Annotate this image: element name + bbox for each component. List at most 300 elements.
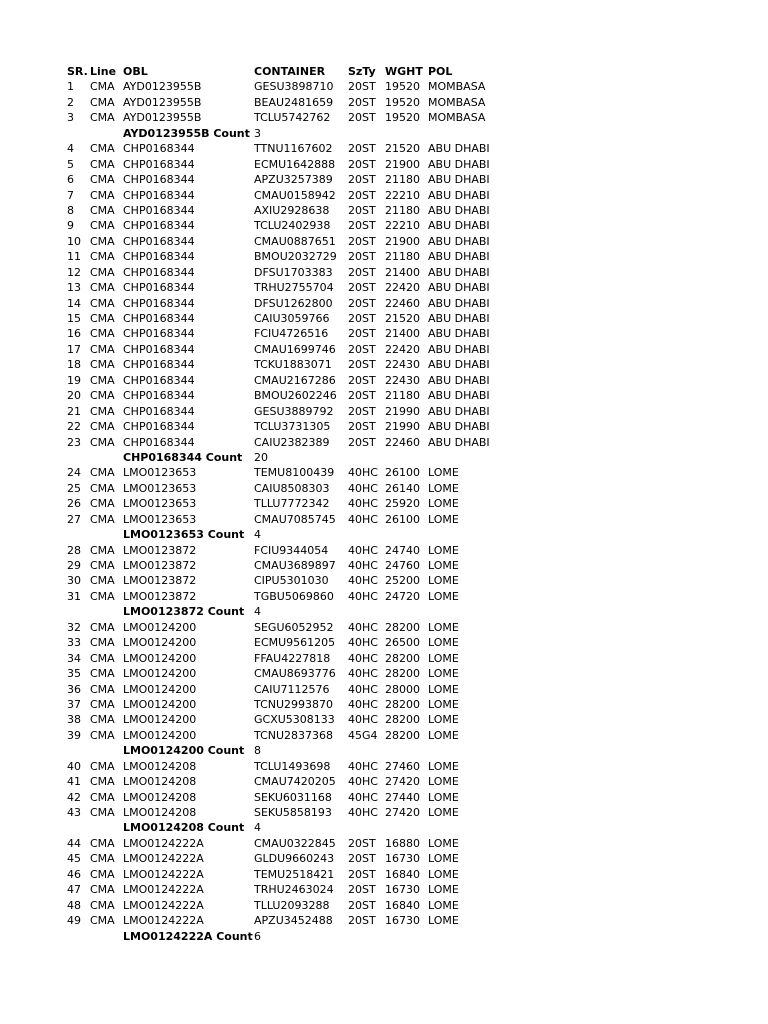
cell-szty: 20ST [348,219,376,233]
cell-sr: 24 [67,466,81,480]
cell-line: CMA [90,219,115,233]
cell-container: CMAU8693776 [254,667,336,681]
cell-container: CMAU3689897 [254,559,336,572]
cell-line: CMA [90,667,115,681]
cell-line: CMA [90,651,115,665]
cell-wght: 19520 [385,111,420,125]
cell-obl: CHP0168344 [123,358,195,372]
cell-wght: 28200 [385,667,420,681]
cell-obl: LMO0124200 [123,728,197,742]
cell-pol: LOME [428,883,459,897]
cell-line: CMA [90,867,115,881]
cell-szty: 20ST [348,327,376,341]
cell-szty: 20ST [348,342,376,356]
cell-sr: 44 [67,836,81,850]
cell-wght: 22460 [385,296,420,310]
header-szty: SzTy [348,65,376,78]
cell-wght: 21990 [385,420,420,434]
cell-wght: 28200 [385,651,420,665]
cell-container: CMAU7085745 [254,512,336,526]
cell-sr: 28 [67,543,81,557]
header-line: Line [90,65,117,78]
cell-line: CMA [90,790,115,804]
cell-szty: 40HC [348,775,378,789]
cell-wght: 16730 [385,883,420,897]
cell-sr: 6 [67,173,74,187]
cell-container: TTNU1167602 [254,142,333,156]
cell-wght: 28000 [385,682,420,696]
count-label: CHP0168344 Count [123,450,243,464]
cell-line: CMA [90,852,115,866]
cell-container: FCIU9344054 [254,543,329,557]
cell-szty: 40HC [348,543,378,557]
cell-wght: 21520 [385,312,420,325]
cell-line: CMA [90,543,115,557]
cell-obl: LMO0123653 [123,481,197,495]
cell-line: CMA [90,296,115,310]
cell-szty: 20ST [348,111,376,125]
cell-line: CMA [90,188,115,202]
cell-wght: 16840 [385,898,420,912]
cell-container: SEGU6052952 [254,620,334,634]
cell-container: TCKU1883071 [254,358,332,372]
cell-container: TCLU5742762 [254,111,331,125]
cell-container: CMAU0887651 [254,234,336,248]
cell-wght: 21900 [385,157,420,171]
cell-szty: 20ST [348,435,376,449]
cell-line: CMA [90,574,115,588]
cell-sr: 15 [67,312,81,325]
cell-obl: CHP0168344 [123,142,195,156]
cell-wght: 21180 [385,250,420,264]
cell-szty: 20ST [348,389,376,403]
cell-sr: 31 [67,589,81,603]
cell-pol: LOME [428,852,459,866]
cell-sr: 1 [67,80,74,94]
cell-container: APZU3257389 [254,173,333,187]
cell-wght: 25920 [385,497,420,511]
cell-sr: 22 [67,420,81,434]
cell-pol: LOME [428,667,459,681]
cell-szty: 20ST [348,883,376,897]
cell-line: CMA [90,883,115,897]
cell-line: CMA [90,404,115,418]
cell-obl: AYD0123955B [123,80,202,94]
cell-szty: 20ST [348,173,376,187]
cell-szty: 40HC [348,697,378,711]
cell-sr: 48 [67,898,81,912]
cell-pol: ABU DHABI [428,173,490,187]
cell-szty: 20ST [348,836,376,850]
cell-wght: 28200 [385,713,420,727]
cell-pol: ABU DHABI [428,234,490,248]
cell-wght: 21400 [385,265,420,279]
cell-wght: 27420 [385,775,420,789]
cell-wght: 22430 [385,358,420,372]
cell-szty: 40HC [348,589,378,603]
cell-pol: LOME [428,497,459,511]
cell-pol: LOME [428,651,459,665]
cell-line: CMA [90,636,115,650]
cell-container: CMAU2167286 [254,373,336,387]
cell-wght: 22430 [385,373,420,387]
cell-sr: 11 [67,250,81,264]
cell-line: CMA [90,497,115,511]
cell-line: CMA [90,713,115,727]
cell-container: TCLU2402938 [254,219,331,233]
cell-line: CMA [90,914,115,928]
cell-pol: LOME [428,559,459,572]
cell-line: CMA [90,420,115,434]
cell-obl: LMO0123653 [123,497,197,511]
cell-container: TRHU2755704 [254,281,334,295]
cell-line: CMA [90,312,115,325]
cell-sr: 43 [67,806,81,819]
cell-sr: 33 [67,636,81,650]
cell-szty: 40HC [348,497,378,511]
cell-sr: 20 [67,389,81,403]
cell-pol: ABU DHABI [428,389,490,403]
cell-pol: ABU DHABI [428,188,490,202]
cell-obl: LMO0124222A [123,867,204,881]
cell-wght: 21180 [385,173,420,187]
cell-obl: CHP0168344 [123,234,195,248]
cell-sr: 17 [67,342,81,356]
cell-szty: 45G4 [348,728,378,742]
cell-line: CMA [90,620,115,634]
count-value: 4 [254,528,261,542]
cell-pol: LOME [428,589,459,603]
cell-container: ECMU9561205 [254,636,336,650]
header-obl: OBL [123,65,148,78]
cell-container: TCLU3731305 [254,420,331,434]
cell-obl: CHP0168344 [123,219,195,233]
cell-container: BMOU2602246 [254,389,337,403]
cell-container: TLLU2093288 [254,898,330,912]
cell-obl: AYD0123955B [123,111,202,125]
cell-container: TEMU2518421 [254,867,335,881]
cell-sr: 7 [67,188,74,202]
cell-obl: CHP0168344 [123,203,195,217]
cell-container: TEMU8100439 [254,466,335,480]
cell-szty: 20ST [348,312,376,325]
cell-sr: 35 [67,667,81,681]
cell-container: GESU3889792 [254,404,334,418]
cell-szty: 20ST [348,296,376,310]
cell-line: CMA [90,281,115,295]
cell-sr: 10 [67,234,81,248]
cell-pol: LOME [428,543,459,557]
cell-line: CMA [90,327,115,341]
cell-pol: ABU DHABI [428,281,490,295]
cell-container: CAIU3059766 [254,312,330,325]
cell-pol: ABU DHABI [428,296,490,310]
cell-line: CMA [90,142,115,156]
cell-container: ECMU1642888 [254,157,336,171]
cell-sr: 47 [67,883,81,897]
cell-obl: LMO0124208 [123,806,197,819]
cell-obl: LMO0123872 [123,574,197,588]
cell-sr: 38 [67,713,81,727]
cell-line: CMA [90,559,115,572]
cell-obl: LMO0124200 [123,651,197,665]
cell-pol: LOME [428,775,459,789]
cell-pol: LOME [428,697,459,711]
cell-szty: 20ST [348,373,376,387]
cell-line: CMA [90,373,115,387]
cell-szty: 40HC [348,713,378,727]
cell-sr: 18 [67,358,81,372]
cell-container: TCNU2837368 [254,728,334,742]
cell-wght: 22460 [385,435,420,449]
cell-wght: 26500 [385,636,420,650]
cell-szty: 20ST [348,250,376,264]
cell-sr: 29 [67,559,81,572]
cell-wght: 28200 [385,728,420,742]
cell-pol: LOME [428,836,459,850]
cell-pol: ABU DHABI [428,435,490,449]
cell-wght: 16730 [385,914,420,928]
cell-line: CMA [90,697,115,711]
cell-szty: 40HC [348,512,378,526]
cell-line: CMA [90,682,115,696]
count-value: 20 [254,450,268,464]
cell-line: CMA [90,234,115,248]
cell-szty: 40HC [348,651,378,665]
cell-pol: ABU DHABI [428,373,490,387]
cell-line: CMA [90,203,115,217]
cell-szty: 20ST [348,265,376,279]
cell-szty: 20ST [348,203,376,217]
cell-pol: LOME [428,620,459,634]
cell-wght: 21900 [385,234,420,248]
count-value: 4 [254,605,261,619]
cell-pol: LOME [428,806,459,819]
cell-szty: 40HC [348,636,378,650]
cell-obl: LMO0124200 [123,682,197,696]
cell-pol: ABU DHABI [428,265,490,279]
cell-wght: 19520 [385,80,420,94]
cell-wght: 28200 [385,620,420,634]
cell-sr: 27 [67,512,81,526]
cell-obl: AYD0123955B [123,95,202,109]
cell-container: DFSU1262800 [254,296,333,310]
cell-line: CMA [90,342,115,356]
cell-sr: 12 [67,265,81,279]
cell-line: CMA [90,358,115,372]
cell-container: SEKU5858193 [254,806,332,819]
cell-szty: 20ST [348,80,376,94]
cell-szty: 20ST [348,898,376,912]
cell-wght: 22420 [385,342,420,356]
cell-pol: ABU DHABI [428,404,490,418]
cell-sr: 8 [67,203,74,217]
cell-container: TCLU1493698 [254,759,331,773]
cell-pol: ABU DHABI [428,420,490,434]
cell-obl: CHP0168344 [123,312,195,325]
cell-obl: LMO0124222A [123,898,204,912]
cell-pol: LOME [428,790,459,804]
cell-sr: 2 [67,95,74,109]
cell-sr: 40 [67,759,81,773]
cell-line: CMA [90,481,115,495]
cell-obl: LMO0124222A [123,883,204,897]
cell-container: CMAU0322845 [254,836,336,850]
cell-obl: LMO0124200 [123,713,197,727]
header-container: CONTAINER [254,65,326,78]
cell-line: CMA [90,265,115,279]
cell-pol: ABU DHABI [428,358,490,372]
cell-sr: 23 [67,435,81,449]
cell-line: CMA [90,775,115,789]
cell-obl: LMO0124200 [123,667,197,681]
cell-pol: ABU DHABI [428,342,490,356]
cell-obl: LMO0124200 [123,697,197,711]
count-label: LMO0124208 Count [123,821,245,835]
cell-sr: 32 [67,620,81,634]
cell-wght: 25200 [385,574,420,588]
cell-pol: LOME [428,898,459,912]
cell-wght: 27460 [385,759,420,773]
cell-pol: ABU DHABI [428,312,490,325]
cell-pol: LOME [428,466,459,480]
cell-sr: 4 [67,142,74,156]
count-value: 6 [254,929,261,943]
cell-pol: LOME [428,867,459,881]
cell-sr: 14 [67,296,81,310]
cell-container: DFSU1703383 [254,265,333,279]
cell-line: CMA [90,389,115,403]
cell-obl: CHP0168344 [123,296,195,310]
cell-line: CMA [90,111,115,125]
cell-sr: 13 [67,281,81,295]
cell-line: CMA [90,898,115,912]
cell-obl: CHP0168344 [123,342,195,356]
cell-sr: 30 [67,574,81,588]
header-pol: POL [428,65,453,78]
cell-wght: 16880 [385,836,420,850]
cell-sr: 36 [67,682,81,696]
cell-szty: 20ST [348,281,376,295]
cell-line: CMA [90,157,115,171]
count-value: 8 [254,744,261,758]
cell-szty: 40HC [348,559,378,572]
cell-szty: 20ST [348,188,376,202]
cell-obl: LMO0123872 [123,589,197,603]
cell-wght: 21180 [385,389,420,403]
cell-container: TGBU5069860 [254,589,334,603]
cell-sr: 21 [67,404,81,418]
cell-wght: 24740 [385,543,420,557]
cell-sr: 16 [67,327,81,341]
cell-pol: LOME [428,713,459,727]
cell-pol: LOME [428,759,459,773]
cell-wght: 21990 [385,404,420,418]
cell-pol: LOME [428,481,459,495]
cell-wght: 16840 [385,867,420,881]
count-value: 3 [254,126,261,140]
cell-obl: LMO0123653 [123,466,197,480]
cell-obl: CHP0168344 [123,281,195,295]
cell-line: CMA [90,80,115,94]
cell-wght: 21520 [385,142,420,156]
cell-szty: 20ST [348,914,376,928]
cell-obl: CHP0168344 [123,157,195,171]
cell-sr: 46 [67,867,81,881]
cell-sr: 26 [67,497,81,511]
cell-line: CMA [90,512,115,526]
cell-obl: LMO0124208 [123,790,197,804]
cell-sr: 25 [67,481,81,495]
cell-obl: CHP0168344 [123,389,195,403]
cell-obl: CHP0168344 [123,265,195,279]
cell-szty: 40HC [348,790,378,804]
cell-line: CMA [90,589,115,603]
cell-line: CMA [90,836,115,850]
cell-container: TCNU2993870 [254,697,334,711]
cell-obl: LMO0123653 [123,512,197,526]
cell-sr: 49 [67,914,81,928]
cell-obl: LMO0124200 [123,636,197,650]
cell-wght: 26100 [385,512,420,526]
cell-obl: CHP0168344 [123,173,195,187]
cell-container: SEKU6031168 [254,790,332,804]
cell-pol: LOME [428,636,459,650]
cell-pol: ABU DHABI [428,250,490,264]
cell-container: BMOU2032729 [254,250,337,264]
cell-obl: LMO0124208 [123,759,197,773]
cell-pol: ABU DHABI [428,327,490,341]
cell-obl: LMO0123872 [123,543,197,557]
cell-line: CMA [90,806,115,819]
cell-szty: 40HC [348,682,378,696]
cell-line: CMA [90,728,115,742]
cell-sr: 42 [67,790,81,804]
cell-pol: LOME [428,914,459,928]
cell-wght: 21180 [385,203,420,217]
cell-sr: 3 [67,111,74,125]
count-label: LMO0124200 Count [123,744,245,758]
cell-obl: CHP0168344 [123,435,195,449]
cell-wght: 27420 [385,806,420,819]
cell-pol: MOMBASA [428,111,486,125]
cell-container: CMAU7420205 [254,775,336,789]
cell-szty: 20ST [348,404,376,418]
cell-szty: 20ST [348,420,376,434]
cell-wght: 26100 [385,466,420,480]
cell-szty: 40HC [348,759,378,773]
cell-sr: 9 [67,219,74,233]
cell-container: GLDU9660243 [254,852,335,866]
cell-container: FCIU4726516 [254,327,329,341]
cell-wght: 22210 [385,188,420,202]
cell-obl: LMO0124200 [123,620,197,634]
cell-line: CMA [90,95,115,109]
cell-sr: 37 [67,697,81,711]
cell-container: BEAU2481659 [254,95,334,109]
cell-wght: 28200 [385,697,420,711]
cell-pol: LOME [428,728,459,742]
cell-sr: 34 [67,651,81,665]
cell-line: CMA [90,435,115,449]
cell-pol: MOMBASA [428,80,486,94]
cell-obl: CHP0168344 [123,373,195,387]
cell-szty: 40HC [348,574,378,588]
cell-pol: LOME [428,574,459,588]
cell-obl: CHP0168344 [123,188,195,202]
header-sr: SR. [67,65,88,78]
count-label: LMO0123872 Count [123,605,245,619]
